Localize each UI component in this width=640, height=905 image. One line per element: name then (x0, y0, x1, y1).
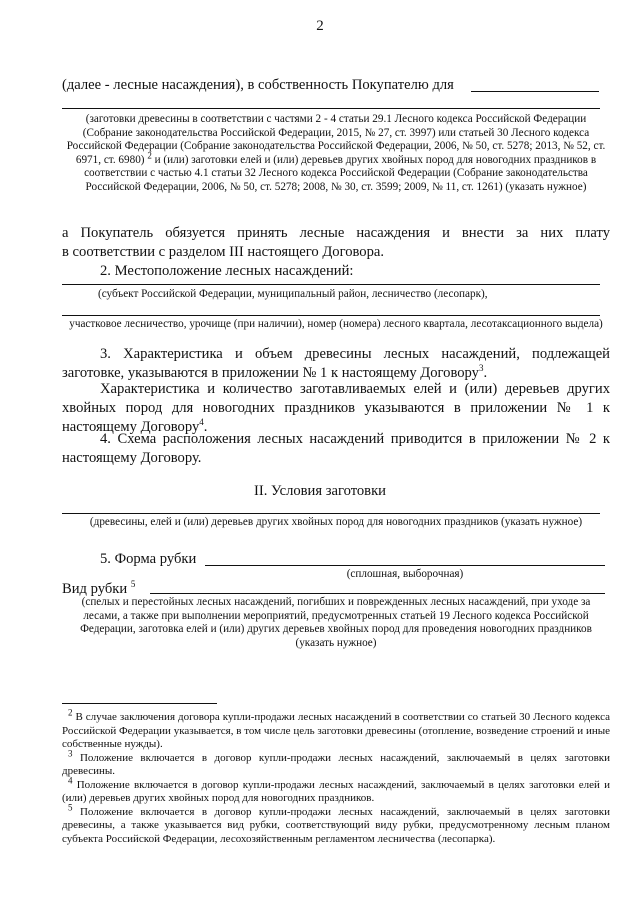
purpose-blank-2[interactable] (62, 108, 600, 109)
footnote-divider (62, 703, 217, 704)
location-blank-2[interactable] (62, 315, 600, 316)
footnotes (62, 707, 611, 846)
location-blank-1[interactable] (62, 284, 600, 285)
footnote-4: $^4$ Положение включается в договор купли-продажи лесных насаждений, заключаемый в целях заготовки елей и (или) деревьев других хвойных пород для новогодних праздников. (62, 774, 611, 804)
item3b-text: Характеристика и количество заготавливаемых елей и (или) деревьев других хвойных пород для новогодних праздников указываются в приложении № 1 к настоящему Договору$^4$. (62, 381, 610, 435)
footnote-3: $^3$ Положение включается в договор купли-продажи лесных насаждений, заключаемый в целях заготовки древесины. (62, 747, 611, 777)
cut-type-hint: (спелых и перестойных лесных насаждений, погибших и поврежденных лесных насаждений, при уходе за лесами, а также при выполнении мероприятий, предусмотренных статьей 19 Лесного кодекса Российской Федерации, заготовка елей и (или) других деревьев хвойных пород для проведения новогодних праздников (указать нужное) (80, 596, 592, 649)
purpose-blank-1[interactable] (471, 91, 599, 92)
footnote-ref-2: 2 (147, 149, 152, 160)
footnote-ref-5: 5 (130, 579, 136, 590)
item2-label: 2. Местоположение лесных насаждений: (100, 263, 354, 279)
location-hint-2: участковое лесничество, урочище (при наличии), номер (номера) лесного квартала, лесотаксационного выдела) (69, 318, 603, 330)
footnote-ref-4: 4 (199, 417, 204, 428)
purpose-hint: (заготовки древесины в соответствии с частями 2 - 4 статьи 29.1 Лесного кодекса Российской Федерации (Собрание законодательства Российской Федерации, 2015, № 27, ст. 3997) или статьей 30 Лесного кодекса Российской Федерации (Собрание законодательства Российской Федерации, 2006, № 50, ст. 5278; 2013, № 52, ст. 6971, ст. 6980) $^2$ и (или) заготовки елей и (или) деревьев других хвойных пород для новогодних праздников в соответствии с частью 4.1 статьи 32 Лесного кодекса Российской Федерации (Собрание законодательства Российской Федерации, 2006, № 50, ст. 5278; 2008, № 30, ст. 3599; 2009, № 11, ст. 1261) (указать нужное) (66, 113, 606, 193)
location-hint-1: (субъект Российской Федерации, муниципальный район, лесничество (лесопарк), (98, 288, 488, 300)
item5-label: 5. Форма рубки (100, 551, 197, 567)
vid-label: Вид рубки (62, 581, 128, 597)
intro-text: (далее - лесные насаждения), в собственность Покупателю для (62, 77, 454, 93)
footnote-2: $^2$ В случае заключения договора купли-продажи лесных насаждений в соответствии со статьей 30 Лесного кодекса Российской Федерации указывается, в том числе цель заготовки древесины (отопление, возведение строений и иные собственные нужды). (62, 707, 610, 750)
footnote-5: $^5$ Положение включается в договор купли-продажи лесных насаждений, заключаемый в целях заготовки древесины, а также указывается вид рубки, соответствующий виду рубки, предусмотренному лесным планом субъекта Российской Федерации, лесохозяйственным регламентом лесничества (лесопарка). (62, 801, 611, 845)
page-number: 2 (316, 18, 324, 34)
footnote-ref-3: 3 (478, 363, 484, 374)
obligation-line-1: а Покупатель обязуется принять лесные насаждения и внести за них плату (62, 225, 610, 241)
item4-text: 4. Схема расположения лесных насаждений приводится в приложении № 2 к настоящему Договору. (62, 431, 610, 466)
section2-heading: II. Условия заготовки (254, 483, 386, 499)
cut-type-blank[interactable] (150, 593, 605, 594)
intro-line (62, 76, 610, 95)
cut-form-blank[interactable] (205, 565, 605, 566)
item3-text: 3. Характеристика и объем древесины лесных насаждений, подлежащей заготовке, указываются в приложении № 1 к настоящему Договору$^3$. (62, 346, 610, 381)
cut-form-hint: (сплошная, выборочная) (346, 568, 464, 580)
obligation-line-2: в соответствии с разделом III настоящего Договора. (62, 244, 385, 260)
conditions-hint: (древесины, елей и (или) деревьев других хвойных пород для новогодних праздников (указать нужное) (89, 516, 583, 528)
conditions-blank[interactable] (62, 513, 600, 514)
